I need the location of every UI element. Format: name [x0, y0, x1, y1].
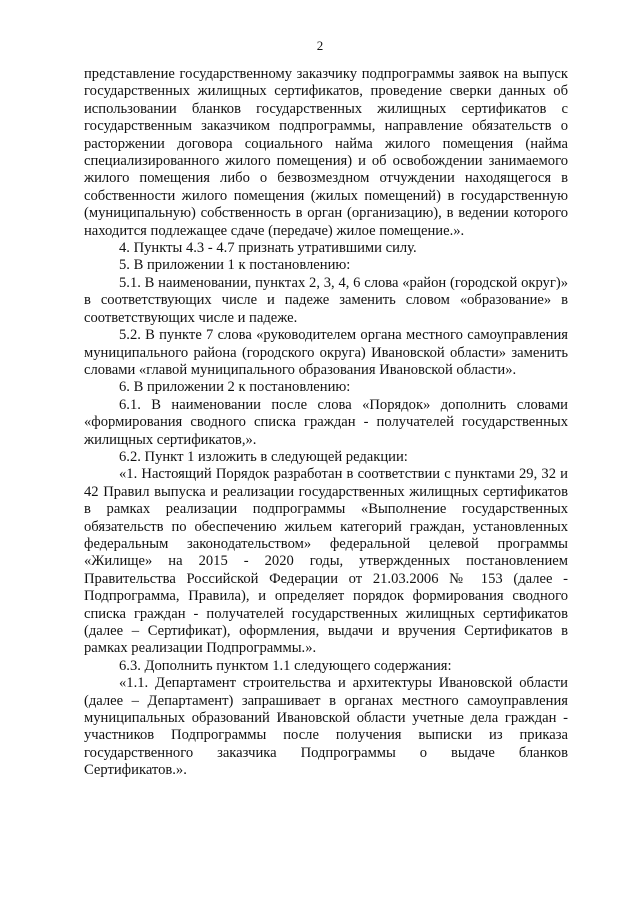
- paragraph-item-6-1: 6.1. В наименовании после слова «Порядок» дополнить словами «формирования сводного списка граждан - получателей государственных жилищных сертификатов,».: [84, 396, 568, 448]
- paragraph-item-6-3: 6.3. Дополнить пунктом 1.1 следующего содержания:: [119, 657, 452, 674]
- paragraph-item-5-1: 5.1. В наименовании, пунктах 2, 3, 4, 6 слова «район (городской округ)» в соответствующих числе и падеже заменить словом «образование» в соответствующих числе и падеже.: [84, 274, 568, 326]
- paragraph-new-point-1: «1. Настоящий Порядок разработан в соответствии с пунктами 29, 32 и 42 Правил выпуска и реализации государственных жилищных сертификатов в рамках реализации подпрограммы «Выполнение государственных обязательств по обеспечению жильем категорий граждан, установленных федеральным законодательством» федеральной целевой программы «Жилище» на 2015 - 2020 годы, утвержденных постановлением Правительства Российской Федерации от 21.03.2006 № 153 (далее - Подпрограмма, Правила), и определяет порядок формирования сводного списка граждан - получателей государственных жилищных сертификатов (далее – Сертификат), оформления, выдачи и вручения Сертификатов в рамках реализации Подпрограммы.».: [84, 466, 568, 657]
- paragraph-item-5-2: 5.2. В пункте 7 слова «руководителем органа местного самоуправления муниципального района (городского округа) Ивановской области» заменить словами «главой муниципального образования Ивановской области».: [84, 327, 568, 378]
- paragraph-item-5: 5. В приложении 1 к постановлению:: [119, 257, 351, 274]
- paragraph-continuation: представление государственному заказчику подпрограммы заявок на выпуск государственных жилищных сертификатов, проведение сверки данных об использовании бланков государственных жилищных сертификатов с государственным заказчиком подпрограммы, направление обязательств о расторжении договора социального найма жилого помещения (найма специализированного жилого помещения) и об освобождении занимаемого жилого помещения либо о безвозмездном отчуждении находящегося в собственности жилого помещения (жилых помещений) в государственную (муниципальную) собственность в орган (организацию), в ведении которого находится подлежащее сдаче (передаче) жилое помещение.».: [84, 66, 568, 239]
- paragraph-item-6-2: 6.2. Пункт 1 изложить в следующей редакции:: [119, 448, 408, 465]
- paragraph-new-point-1-1: «1.1. Департамент строительства и архитектуры Ивановской области (далее – Департамент) запрашивает в органах местного самоуправления муниципальных образований Ивановской области учетные дела граждан - участников Подпрограммы после получения выписки из приказа государственного заказчика Подпрограммы о выдаче бланков Сертификатов.».: [84, 675, 568, 779]
- paragraph-item-4: 4. Пункты 4.3 - 4.7 признать утратившими силу.: [119, 240, 417, 257]
- document-body: [84, 66, 568, 780]
- paragraph-item-6: 6. В приложении 2 к постановлению:: [119, 379, 351, 396]
- page-number: 2: [316, 38, 324, 53]
